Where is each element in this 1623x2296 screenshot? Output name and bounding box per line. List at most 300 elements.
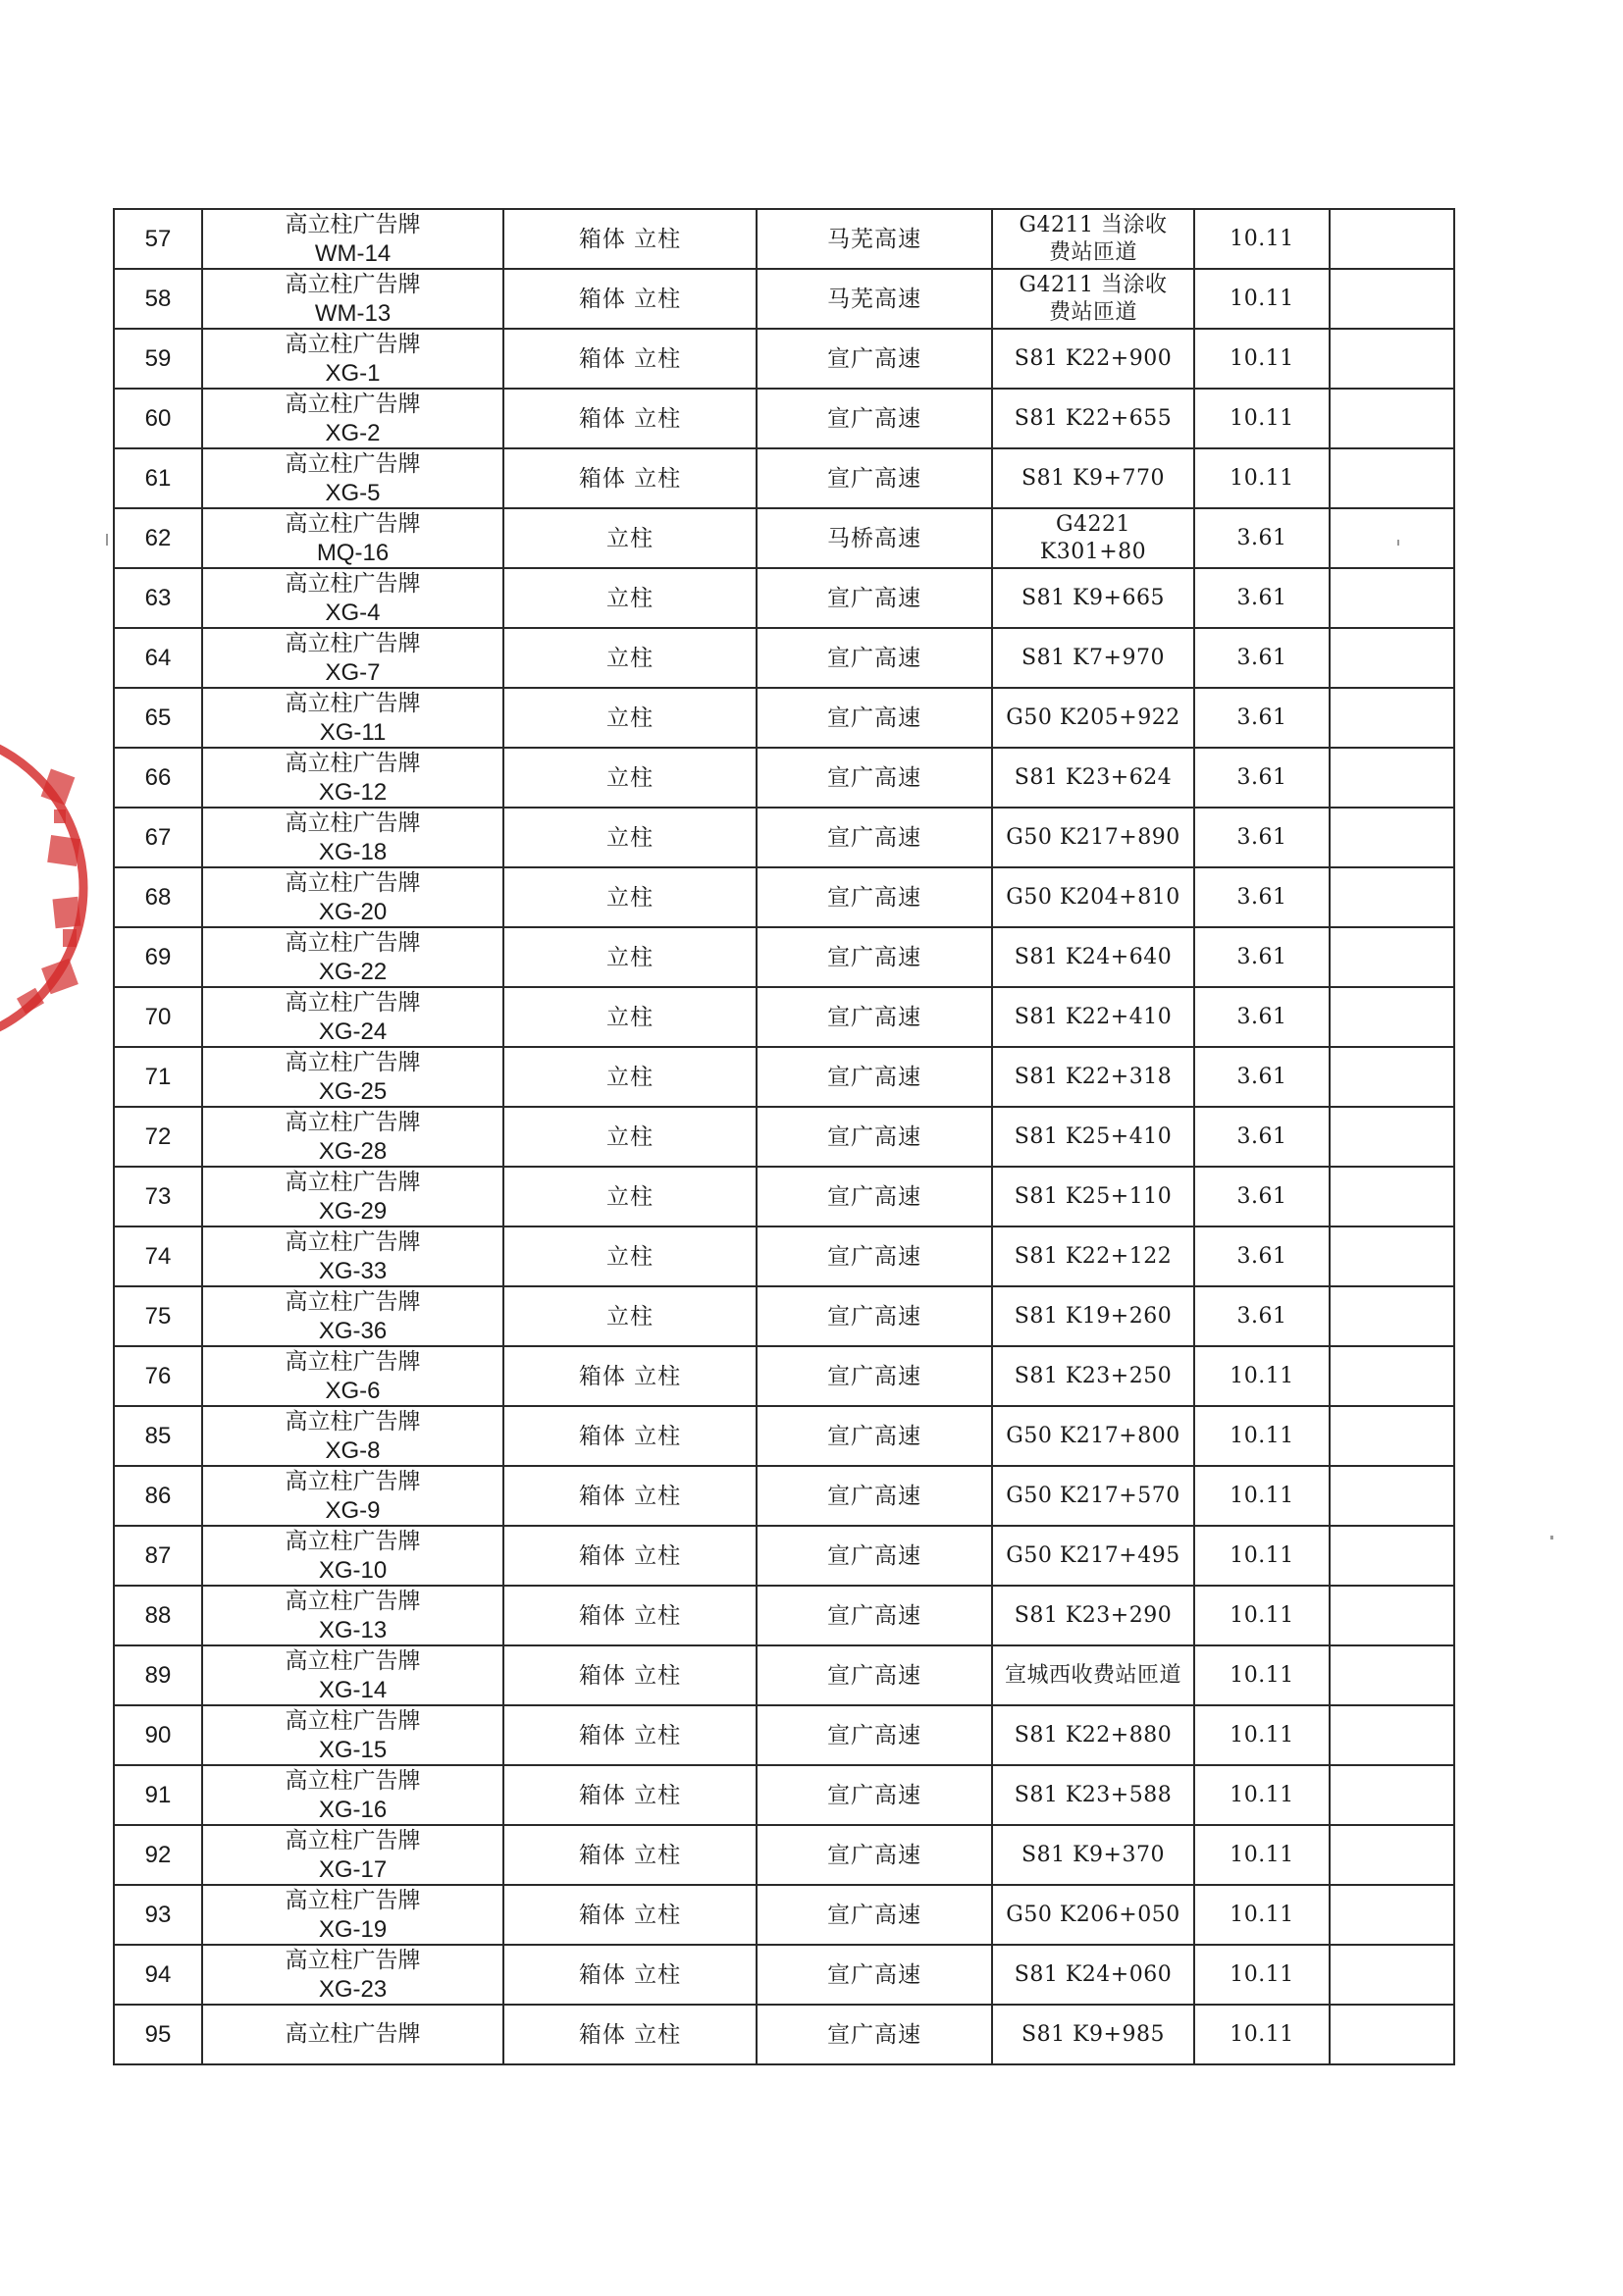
remark-cell [1330, 1286, 1454, 1346]
table-row [114, 628, 1454, 688]
structure-type-cell: 立柱 [503, 867, 757, 927]
remark-cell [1330, 1466, 1454, 1526]
highway-cell: 宣广高速 [757, 1346, 992, 1406]
table-row [114, 1885, 1454, 1945]
row-number-cell: 57 [114, 209, 202, 269]
highway-cell: 宣广高速 [757, 1047, 992, 1107]
billboard-code: XG-6 [325, 1377, 381, 1404]
structure-type-cell: 立柱 [503, 808, 757, 867]
row-number-cell: 95 [114, 2005, 202, 2064]
billboard-name-cell [202, 927, 503, 987]
billboard-name: 高立柱广告牌 [285, 1348, 421, 1375]
billboard-name-cell [202, 1226, 503, 1286]
location-cell: S81 K23+588 [992, 1765, 1194, 1825]
area-cell: 10.11 [1194, 448, 1330, 508]
billboard-name: 高立柱广告牌 [285, 510, 421, 537]
billboard-code: XG-22 [318, 958, 388, 985]
row-number-cell: 63 [114, 568, 202, 628]
billboard-code: XG-23 [318, 1975, 388, 2003]
row-number-cell: 87 [114, 1526, 202, 1586]
highway-cell: 宣广高速 [757, 329, 992, 389]
table-row [114, 748, 1454, 808]
location-cell: S81 K24+060 [992, 1945, 1194, 2005]
billboard-name: 高立柱广告牌 [285, 211, 421, 237]
location-cell: S81 K25+410 [992, 1107, 1194, 1167]
billboard-code: XG-11 [319, 718, 387, 746]
billboard-code: XG-33 [318, 1257, 388, 1284]
table-row [114, 1047, 1454, 1107]
row-number-cell: 67 [114, 808, 202, 867]
remark-cell [1330, 808, 1454, 867]
area-cell: 3.61 [1194, 628, 1330, 688]
billboard-name: 高立柱广告牌 [285, 869, 421, 896]
remark-cell [1330, 1406, 1454, 1466]
billboard-name-cell [202, 1047, 503, 1107]
table-row [114, 867, 1454, 927]
table-row [114, 1466, 1454, 1526]
table-row [114, 508, 1454, 568]
highway-cell: 宣广高速 [757, 448, 992, 508]
location-cell: S81 K9+370 [992, 1825, 1194, 1885]
billboard-name: 高立柱广告牌 [285, 1169, 421, 1195]
location-cell: 宣城西收费站匝道 [992, 1645, 1194, 1705]
structure-type-cell: 箱体 立柱 [503, 1586, 757, 1645]
red-seal-stamp-icon [0, 721, 93, 1055]
structure-type-cell: 箱体 立柱 [503, 1526, 757, 1586]
billboard-name-cell [202, 1167, 503, 1226]
row-number-cell: 94 [114, 1945, 202, 2005]
row-number-cell: 69 [114, 927, 202, 987]
area-cell: 3.61 [1194, 867, 1330, 927]
table-row [114, 808, 1454, 867]
table-row [114, 1226, 1454, 1286]
location-cell: G50 K217+570 [992, 1466, 1194, 1526]
structure-type-cell: 立柱 [503, 1107, 757, 1167]
location-cell: G50 K204+810 [992, 867, 1194, 927]
billboard-code: XG-25 [318, 1077, 388, 1105]
location-cell: S81 K23+290 [992, 1586, 1194, 1645]
row-number-cell: 65 [114, 688, 202, 748]
highway-cell: 宣广高速 [757, 1825, 992, 1885]
billboard-name: 高立柱广告牌 [285, 1588, 421, 1614]
structure-type-cell: 立柱 [503, 1047, 757, 1107]
location-cell: S81 K9+985 [992, 2005, 1194, 2064]
area-cell: 3.61 [1194, 568, 1330, 628]
structure-type-cell: 箱体 立柱 [503, 1885, 757, 1945]
area-cell: 3.61 [1194, 1226, 1330, 1286]
billboard-name-cell [202, 628, 503, 688]
structure-type-cell: 箱体 立柱 [503, 209, 757, 269]
billboard-name: 高立柱广告牌 [285, 450, 421, 477]
remark-cell [1330, 1765, 1454, 1825]
area-cell: 10.11 [1194, 329, 1330, 389]
highway-cell: 马芜高速 [757, 209, 992, 269]
area-cell: 3.61 [1194, 987, 1330, 1047]
location-cell: S81 K9+665 [992, 568, 1194, 628]
area-cell: 10.11 [1194, 1406, 1330, 1466]
area-cell: 10.11 [1194, 1765, 1330, 1825]
billboard-name: 高立柱广告牌 [285, 690, 421, 716]
table-row [114, 448, 1454, 508]
remark-cell [1330, 1885, 1454, 1945]
table-row [114, 1765, 1454, 1825]
remark-cell [1330, 508, 1454, 568]
billboard-name-cell [202, 867, 503, 927]
billboard-code: WM-14 [314, 239, 392, 267]
structure-type-cell: 箱体 立柱 [503, 1705, 757, 1765]
area-cell: 3.61 [1194, 1107, 1330, 1167]
billboard-code: XG-9 [325, 1496, 381, 1524]
highway-cell: 宣广高速 [757, 1885, 992, 1945]
billboard-name-cell [202, 2005, 503, 2064]
structure-type-cell: 立柱 [503, 568, 757, 628]
billboard-code: XG-10 [318, 1556, 388, 1584]
location-cell: G4211 当涂收费站匝道 [992, 269, 1194, 329]
highway-cell: 宣广高速 [757, 628, 992, 688]
highway-cell: 宣广高速 [757, 1945, 992, 2005]
structure-type-cell: 立柱 [503, 1167, 757, 1226]
billboard-code: XG-4 [325, 599, 381, 626]
structure-type-cell: 立柱 [503, 987, 757, 1047]
location-cell: S81 K19+260 [992, 1286, 1194, 1346]
structure-type-cell: 立柱 [503, 628, 757, 688]
table-row [114, 1945, 1454, 2005]
row-number-cell: 92 [114, 1825, 202, 1885]
billboard-name: 高立柱广告牌 [285, 1767, 421, 1794]
location-cell: G50 K217+800 [992, 1406, 1194, 1466]
structure-type-cell: 箱体 立柱 [503, 1406, 757, 1466]
location-cell: G50 K217+890 [992, 808, 1194, 867]
billboard-code: XG-28 [318, 1137, 388, 1165]
table-row [114, 269, 1454, 329]
billboard-code: XG-2 [325, 419, 381, 446]
row-number-cell: 76 [114, 1346, 202, 1406]
row-number-cell: 60 [114, 389, 202, 448]
area-cell: 10.11 [1194, 2005, 1330, 2064]
location-cell: S81 K22+900 [992, 329, 1194, 389]
structure-type-cell: 箱体 立柱 [503, 329, 757, 389]
row-number-cell: 59 [114, 329, 202, 389]
billboard-code: XG-36 [318, 1317, 388, 1344]
area-cell: 3.61 [1194, 748, 1330, 808]
table-row [114, 1107, 1454, 1167]
location-cell: S81 K23+250 [992, 1346, 1194, 1406]
billboard-name: 高立柱广告牌 [285, 570, 421, 597]
highway-cell: 宣广高速 [757, 1466, 992, 1526]
table-row [114, 688, 1454, 748]
remark-cell [1330, 1526, 1454, 1586]
billboard-name-cell [202, 1466, 503, 1526]
billboard-name: 高立柱广告牌 [285, 331, 421, 357]
billboard-name: 高立柱广告牌 [285, 989, 421, 1016]
billboard-code: XG-15 [318, 1736, 388, 1763]
billboard-name-cell [202, 1406, 503, 1466]
remark-cell [1330, 1945, 1454, 2005]
table-row [114, 987, 1454, 1047]
row-number-cell: 64 [114, 628, 202, 688]
area-cell: 10.11 [1194, 1586, 1330, 1645]
billboard-name-cell [202, 987, 503, 1047]
row-number-cell: 70 [114, 987, 202, 1047]
highway-cell: 宣广高速 [757, 1586, 992, 1645]
structure-type-cell: 箱体 立柱 [503, 389, 757, 448]
row-number-cell: 73 [114, 1167, 202, 1226]
remark-cell [1330, 1167, 1454, 1226]
billboard-code: XG-7 [325, 658, 381, 686]
area-cell: 10.11 [1194, 389, 1330, 448]
table-row [114, 1526, 1454, 1586]
remark-cell [1330, 987, 1454, 1047]
area-cell: 10.11 [1194, 1526, 1330, 1586]
remark-cell [1330, 1047, 1454, 1107]
location-cell: S81 K25+110 [992, 1167, 1194, 1226]
remark-cell [1330, 1705, 1454, 1765]
structure-type-cell: 立柱 [503, 748, 757, 808]
billboard-code: XG-17 [318, 1855, 388, 1883]
highway-cell: 宣广高速 [757, 1705, 992, 1765]
row-number-cell: 89 [114, 1645, 202, 1705]
remark-cell [1330, 1107, 1454, 1167]
remark-cell [1330, 1825, 1454, 1885]
highway-cell: 宣广高速 [757, 1167, 992, 1226]
highway-cell: 宣广高速 [757, 568, 992, 628]
location-cell: G4221 K301+80 [992, 508, 1194, 568]
remark-cell [1330, 389, 1454, 448]
location-cell: S81 K22+122 [992, 1226, 1194, 1286]
area-cell: 10.11 [1194, 1705, 1330, 1765]
row-number-cell: 58 [114, 269, 202, 329]
highway-cell: 宣广高速 [757, 1286, 992, 1346]
row-number-cell: 88 [114, 1586, 202, 1645]
billboard-name-cell [202, 209, 503, 269]
row-number-cell: 85 [114, 1406, 202, 1466]
billboard-name-cell [202, 1825, 503, 1885]
remark-cell [1330, 1586, 1454, 1645]
billboard-name-cell [202, 1526, 503, 1586]
billboard-name-cell [202, 1586, 503, 1645]
billboard-code: XG-5 [325, 479, 381, 506]
area-cell: 3.61 [1194, 1167, 1330, 1226]
highway-cell: 马桥高速 [757, 508, 992, 568]
area-cell: 3.61 [1194, 927, 1330, 987]
billboard-name: 高立柱广告牌 [285, 1228, 421, 1255]
billboard-name: 高立柱广告牌 [285, 929, 421, 956]
highway-cell: 宣广高速 [757, 2005, 992, 2064]
location-cell: G4211 当涂收费站匝道 [992, 209, 1194, 269]
billboard-name: 高立柱广告牌 [285, 1707, 421, 1734]
highway-cell: 宣广高速 [757, 1645, 992, 1705]
structure-type-cell: 立柱 [503, 1286, 757, 1346]
billboard-name-cell [202, 389, 503, 448]
billboard-name: 高立柱广告牌 [285, 1408, 421, 1435]
location-cell: S81 K22+880 [992, 1705, 1194, 1765]
row-number-cell: 72 [114, 1107, 202, 1167]
structure-type-cell: 箱体 立柱 [503, 1346, 757, 1406]
highway-cell: 宣广高速 [757, 1226, 992, 1286]
highway-cell: 宣广高速 [757, 748, 992, 808]
row-number-cell: 86 [114, 1466, 202, 1526]
billboard-code: XG-13 [318, 1616, 388, 1644]
billboard-name-cell [202, 329, 503, 389]
billboard-code: XG-18 [318, 838, 388, 865]
row-number-cell: 91 [114, 1765, 202, 1825]
billboard-name: 高立柱广告牌 [285, 1468, 421, 1494]
location-cell: S81 K22+318 [992, 1047, 1194, 1107]
billboard-name: 高立柱广告牌 [285, 1947, 421, 1973]
structure-type-cell: 箱体 立柱 [503, 2005, 757, 2064]
table-row [114, 329, 1454, 389]
structure-type-cell: 立柱 [503, 927, 757, 987]
billboard-code: XG-19 [318, 1915, 388, 1943]
structure-type-cell: 箱体 立柱 [503, 448, 757, 508]
remark-cell [1330, 1226, 1454, 1286]
remark-cell [1330, 448, 1454, 508]
area-cell: 3.61 [1194, 1047, 1330, 1107]
remark-cell [1330, 2005, 1454, 2064]
structure-type-cell: 箱体 立柱 [503, 1945, 757, 2005]
billboard-code: XG-8 [325, 1436, 381, 1464]
scan-speck [1550, 1536, 1553, 1539]
billboard-name: 高立柱广告牌 [285, 750, 421, 776]
table-row [114, 927, 1454, 987]
remark-cell [1330, 867, 1454, 927]
billboard-code: XG-29 [318, 1197, 388, 1225]
highway-cell: 宣广高速 [757, 808, 992, 867]
billboard-name-cell [202, 1765, 503, 1825]
billboard-name: 高立柱广告牌 [285, 1109, 421, 1135]
billboard-name-cell [202, 568, 503, 628]
row-number-cell: 61 [114, 448, 202, 508]
billboard-code: XG-12 [318, 778, 388, 806]
row-number-cell: 71 [114, 1047, 202, 1107]
remark-cell [1330, 1346, 1454, 1406]
location-cell: G50 K217+495 [992, 1526, 1194, 1586]
location-cell: S81 K9+770 [992, 448, 1194, 508]
location-cell: S81 K22+655 [992, 389, 1194, 448]
billboard-name: 高立柱广告牌 [285, 1049, 421, 1075]
area-cell: 10.11 [1194, 1825, 1330, 1885]
highway-cell: 宣广高速 [757, 1406, 992, 1466]
area-cell: 3.61 [1194, 1286, 1330, 1346]
structure-type-cell: 箱体 立柱 [503, 1466, 757, 1526]
billboard-name-cell [202, 1645, 503, 1705]
area-cell: 10.11 [1194, 209, 1330, 269]
billboard-name: 高立柱广告牌 [285, 2021, 421, 2047]
billboard-code: WM-13 [314, 299, 392, 327]
row-number-cell: 68 [114, 867, 202, 927]
billboard-name-cell [202, 1945, 503, 2005]
billboard-name-cell [202, 448, 503, 508]
structure-type-cell: 立柱 [503, 688, 757, 748]
structure-type-cell: 立柱 [503, 508, 757, 568]
billboard-name-cell [202, 1346, 503, 1406]
billboard-code: XG-14 [318, 1676, 388, 1703]
billboard-name-cell [202, 688, 503, 748]
row-number-cell: 66 [114, 748, 202, 808]
highway-cell: 宣广高速 [757, 867, 992, 927]
remark-cell [1330, 628, 1454, 688]
table-row [114, 1167, 1454, 1226]
table-row [114, 389, 1454, 448]
table-row [114, 209, 1454, 269]
billboard-name-cell [202, 1107, 503, 1167]
table-row [114, 1286, 1454, 1346]
location-cell: G50 K206+050 [992, 1885, 1194, 1945]
row-number-cell: 74 [114, 1226, 202, 1286]
billboard-name: 高立柱广告牌 [285, 1827, 421, 1853]
location-cell: S81 K24+640 [992, 927, 1194, 987]
remark-cell [1330, 329, 1454, 389]
remark-cell [1330, 927, 1454, 987]
area-cell: 10.11 [1194, 1945, 1330, 2005]
table-row [114, 568, 1454, 628]
highway-cell: 宣广高速 [757, 688, 992, 748]
structure-type-cell: 箱体 立柱 [503, 1645, 757, 1705]
location-cell: G50 K205+922 [992, 688, 1194, 748]
location-cell: S81 K23+624 [992, 748, 1194, 808]
billboard-name: 高立柱广告牌 [285, 1288, 421, 1315]
table-row [114, 1406, 1454, 1466]
remark-cell [1330, 1645, 1454, 1705]
location-cell: S81 K7+970 [992, 628, 1194, 688]
row-number-cell: 90 [114, 1705, 202, 1765]
billboard-name: 高立柱广告牌 [285, 1528, 421, 1554]
billboard-name-cell [202, 508, 503, 568]
billboard-name: 高立柱广告牌 [285, 271, 421, 297]
structure-type-cell: 箱体 立柱 [503, 269, 757, 329]
billboard-table [113, 208, 1455, 2065]
highway-cell: 宣广高速 [757, 1526, 992, 1586]
billboard-name-cell [202, 1286, 503, 1346]
billboard-name: 高立柱广告牌 [285, 630, 421, 656]
billboard-code: XG-1 [325, 359, 381, 387]
remark-cell [1330, 688, 1454, 748]
remark-cell [1330, 748, 1454, 808]
table-row [114, 1705, 1454, 1765]
structure-type-cell: 立柱 [503, 1226, 757, 1286]
structure-type-cell: 箱体 立柱 [503, 1765, 757, 1825]
billboard-code: XG-16 [318, 1796, 388, 1823]
structure-type-cell: 箱体 立柱 [503, 1825, 757, 1885]
area-cell: 10.11 [1194, 1645, 1330, 1705]
table-row [114, 1586, 1454, 1645]
billboard-name: 高立柱广告牌 [285, 809, 421, 836]
billboard-name-cell [202, 1885, 503, 1945]
billboard-code: XG-24 [318, 1018, 388, 1045]
row-number-cell: 75 [114, 1286, 202, 1346]
billboard-code: MQ-16 [316, 539, 390, 566]
highway-cell: 宣广高速 [757, 987, 992, 1047]
area-cell: 3.61 [1194, 808, 1330, 867]
table-row [114, 1825, 1454, 1885]
location-cell: S81 K22+410 [992, 987, 1194, 1047]
remark-cell [1330, 269, 1454, 329]
billboard-code: XG-20 [318, 898, 388, 925]
area-cell: 3.61 [1194, 688, 1330, 748]
billboard-name-cell [202, 1705, 503, 1765]
highway-cell: 宣广高速 [757, 1107, 992, 1167]
billboard-name: 高立柱广告牌 [285, 1887, 421, 1913]
area-cell: 10.11 [1194, 269, 1330, 329]
scan-speck [1397, 540, 1399, 546]
remark-cell [1330, 568, 1454, 628]
row-number-cell: 62 [114, 508, 202, 568]
billboard-name-cell [202, 269, 503, 329]
highway-cell: 宣广高速 [757, 927, 992, 987]
table-row [114, 2005, 1454, 2064]
billboard-name-cell [202, 748, 503, 808]
row-number-cell: 93 [114, 1885, 202, 1945]
